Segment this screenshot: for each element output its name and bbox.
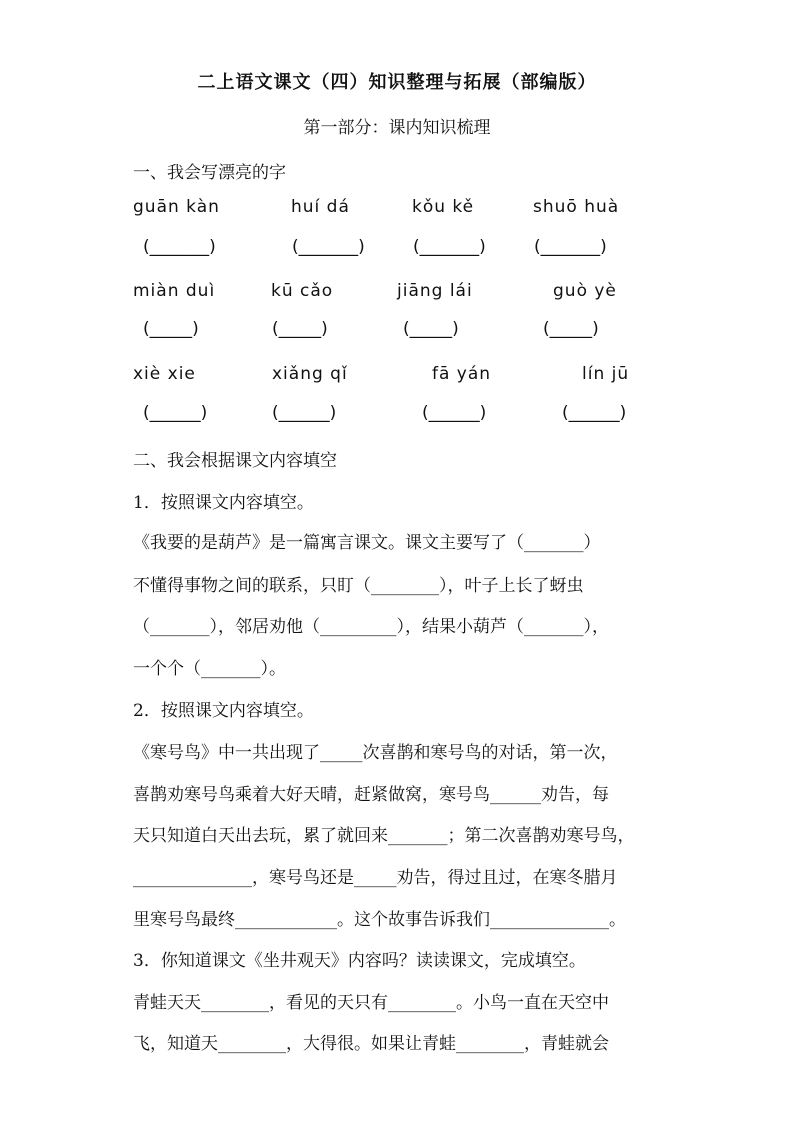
question-1-label: 1．按照课文内容填空。	[133, 493, 314, 513]
pinyin-item: guān kàn	[133, 197, 220, 217]
answer-blank[interactable]: (_____)	[143, 319, 199, 339]
question-2-label: 2．按照课文内容填空。	[133, 701, 314, 721]
pinyin-item: xiǎng qǐ	[272, 364, 348, 384]
answer-blank[interactable]: (_______)	[143, 237, 216, 257]
pinyin-item: jiāng lái	[397, 281, 473, 301]
answer-blank[interactable]: (______)	[143, 403, 208, 423]
question-2-line: 喜鹊劝寒号鸟乘着大好天晴，赶紧做窝，寒号鸟______劝告，每	[133, 785, 609, 805]
section2-heading: 二、我会根据课文内容填空	[133, 451, 337, 471]
pinyin-item: xiè xie	[133, 364, 196, 384]
question-1-line: 一个个（_______）。	[133, 659, 286, 679]
pinyin-item: kǒu kě	[412, 197, 475, 217]
pinyin-item: kū cǎo	[271, 281, 334, 301]
question-2-line: 《寒号鸟》中一共出现了_____次喜鹊和寒号鸟的对话，第一次，	[133, 743, 618, 763]
page-subtitle: 第一部分：课内知识梳理	[303, 118, 491, 138]
question-3-line: 青蛙天天________，看见的天只有________。小鸟一直在天空中	[133, 993, 609, 1013]
question-2-line: 天只知道白天出去玩，累了就回来_______；第二次喜鹊劝寒号鸟，	[133, 826, 635, 846]
pinyin-item: guò yè	[553, 281, 617, 301]
pinyin-item: lín jū	[582, 364, 630, 384]
question-1-line: （_______），邻居劝他（_________），结果小葫芦（_______），	[133, 617, 609, 637]
question-2-line: ______________，寒号鸟还是_____劝告，得过且过，在寒冬腊月	[133, 868, 618, 888]
pinyin-item: huí dá	[291, 197, 350, 217]
question-3-label: 3．你知道课文《坐井观天》内容吗？读读课文，完成填空。	[133, 951, 586, 971]
answer-blank[interactable]: (_____)	[403, 319, 459, 339]
answer-blank[interactable]: (______)	[272, 403, 337, 423]
page-title: 二上语文课文（四）知识整理与拓展（部编版）	[197, 72, 597, 93]
answer-blank[interactable]: (_____)	[272, 319, 328, 339]
answer-blank[interactable]: (_____)	[543, 319, 599, 339]
pinyin-item: miàn duì	[133, 281, 216, 301]
answer-blank[interactable]: (_______)	[534, 237, 607, 257]
answer-blank[interactable]: (_______)	[292, 237, 365, 257]
question-3-line: 飞，知道天________，大得很。如果让青蛙________，青蛙就会	[133, 1034, 609, 1054]
pinyin-item: shuō huà	[533, 197, 620, 217]
question-1-line: 不懂得事物之间的联系，只盯（________），叶子上长了蚜虫	[133, 576, 584, 596]
answer-blank[interactable]: (_______)	[413, 237, 486, 257]
pinyin-item: fā yán	[432, 364, 492, 384]
question-1-line: 《我要的是葫芦》是一篇寓言课文。课文主要写了（_______）	[133, 533, 601, 553]
answer-blank[interactable]: (______)	[422, 403, 487, 423]
section1-heading: 一、我会写漂亮的字	[133, 163, 286, 183]
question-2-line: 里寒号鸟最终____________。这个故事告诉我们______________。	[133, 910, 626, 930]
answer-blank[interactable]: (______)	[562, 403, 627, 423]
